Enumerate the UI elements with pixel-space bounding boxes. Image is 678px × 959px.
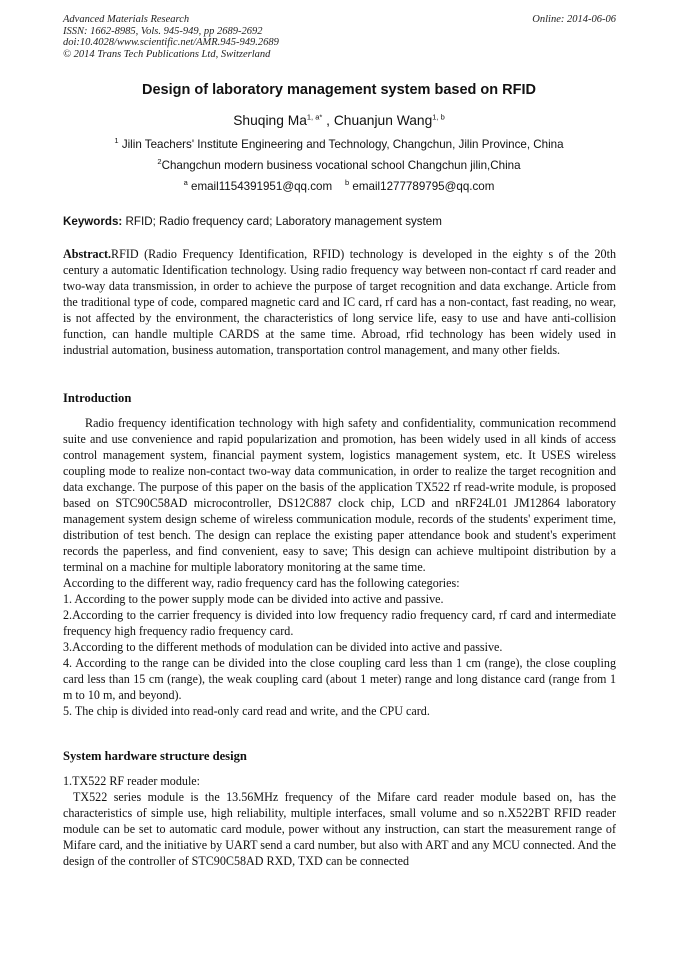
introduction-paragraph: Radio frequency identification technology with high safety and confidentiality, communication recommend suite and use convenience and rapid popularization and promotion, has been widely used in all kinds of access control management system, financial payment system, logistics management system, etc. It USES wireless coupling mode to realize non-contact two-way data communication, in order to realize the target recognition and data exchange. The purpose of this paper on the basis of the application TX522 rf read-write module, is proposed based on STC90C58AD microcontroller, DS12C887 clock chip, LCD and nRF24L01 JM12864 laboratory management system design scheme of wireless communication module, records of the students' experiment time, distribution of test bench. The design can replace the existing paper attendance book and student's experiment records the paperless, and find convenient, easy to save; This design can achieve multipoint distribution by a terminal on a machine for multiple laboratory monitoring at the same time.	[63, 416, 616, 574]
online-date: Online: 2014-06-06	[532, 14, 616, 25]
category-item-5: 5. The chip is divided into read-only card read and write, and the CPU card.	[63, 704, 430, 718]
category-item-4: 4. According to the range can be divided into the close coupling card less than 1 cm (range), the close coupling card less than 15 cm (range), the weak coupling card (about 1 meter) range and long distance card (range from 1 m to 10 m, and beyond).	[63, 656, 616, 702]
journal-header	[63, 14, 616, 60]
email-a: email1154391951@qq.com	[191, 180, 333, 193]
category-item-1: 1. According to the power supply mode can be divided into active and passive.	[63, 592, 444, 606]
hardware-body	[63, 773, 616, 869]
email-b: email1277789795@qq.com	[352, 180, 495, 193]
author-2: Chuanjun Wang	[333, 113, 433, 128]
journal-name: Advanced Materials Research	[63, 14, 190, 25]
hardware-paragraph: TX522 series module is the 13.56MHz frequency of the Mifare card reader module based on, has the characteristics of simple use, high reliability, multiple interfaces, small volume and so n.X522BT RFID reader module can be set to automatic card module, power without any instruction, can start the measurement range of Mifare card, and the initiative by UART send a card number, but also with ART and any MCU connected. And the design of the controller of STC90C58AD RXD, TXD can be connected	[63, 790, 616, 868]
author-1-sup: 1, a*	[306, 112, 323, 122]
author-separator: ,	[322, 113, 334, 128]
keywords-line	[63, 215, 442, 228]
author-2-sup: 1, b	[432, 112, 445, 122]
email-line	[0, 180, 678, 193]
affiliation-2-text: Changchun modern business vocational school Changchun jilin,China	[161, 159, 521, 172]
category-item-3: 3.According to the different methods of modulation can be divided into active and passive.	[63, 640, 503, 654]
copyright-line: © 2014 Trans Tech Publications Ltd, Switzerland	[63, 48, 271, 60]
hardware-subheading: 1.TX522 RF reader module:	[63, 774, 201, 788]
categories-intro: According to the different way, radio frequency card has the following categories:	[63, 576, 460, 590]
affiliation-1-sup: 1	[114, 136, 119, 146]
issn-line: ISSN: 1662-8985, Vols. 945-949, pp 2689-2692	[63, 25, 263, 37]
abstract-label: Abstract.	[63, 247, 112, 261]
hardware-heading: System hardware structure design	[63, 749, 247, 763]
email-a-sup: a	[183, 178, 188, 188]
affiliation-1-text: Jilin Teachers' Institute Engineering and Technology, Changchun, Jilin Province, China	[121, 138, 564, 151]
abstract-text: RFID (Radio Frequency Identification, RFID) technology is developed in the eighty s of the 20th century a automatic Identification technology. Using radio frequency way between non-contact rf card reader and two-way data transmission, in order to achieve the purpose of target recognition and data exchange. Article from the traditional type of code, compared magnetic card and IC card, rf card has a non-contact, fast reading, no wear, is not affected by the environment, the characteristics of long service life, easy to use and have anti-collision function, can handle multiple CARDS at the same time. Abroad, rfid technology has been widely used in industrial automation, business automation, transportation control management, and many other fields.	[63, 247, 616, 357]
doi-line: doi:10.4028/www.scientific.net/AMR.945-949.2689	[63, 37, 279, 48]
category-item-2: 2.According to the carrier frequency is divided into low frequency radio frequency card, rf card and intermediate frequency high frequency radio frequency card.	[63, 608, 616, 638]
author-1: Shuqing Ma	[233, 113, 307, 128]
introduction-heading: Introduction	[63, 391, 132, 405]
affiliation-2	[0, 159, 678, 172]
affiliation-2-sup: 2	[157, 157, 162, 167]
author-line	[0, 113, 678, 128]
affiliation-1	[0, 138, 678, 151]
paper-title: Design of laboratory management system based on RFID	[141, 82, 536, 98]
introduction-body	[63, 415, 616, 719]
keywords-text: RFID; Radio frequency card; Laboratory management system	[125, 215, 442, 228]
email-b-sup: b	[345, 178, 350, 188]
keywords-label: Keywords:	[63, 215, 123, 228]
abstract	[63, 246, 616, 358]
